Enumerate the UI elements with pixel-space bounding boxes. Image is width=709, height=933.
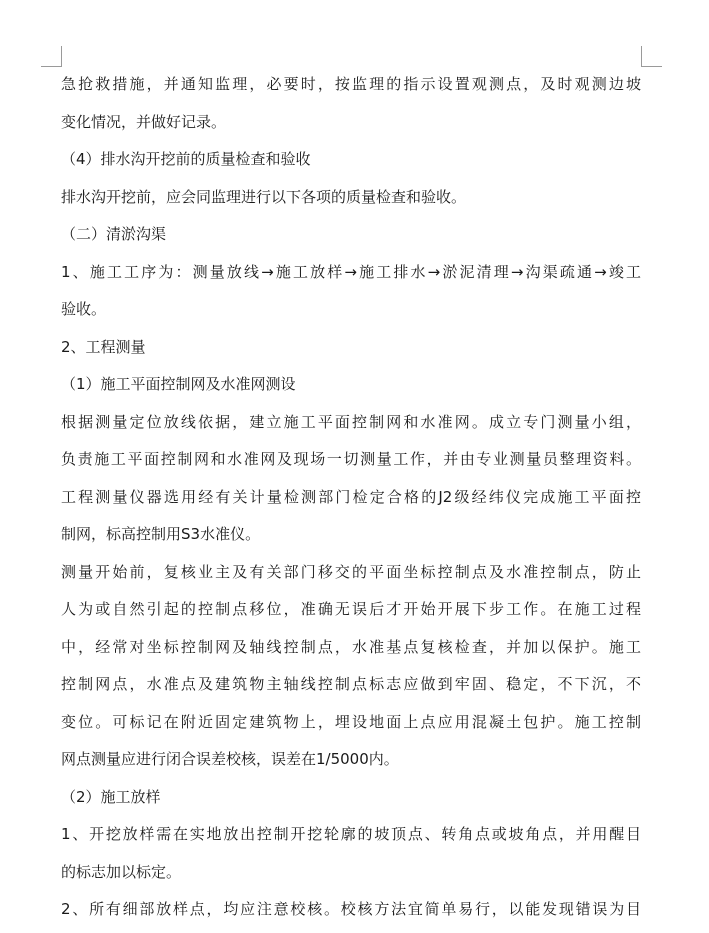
text-line: 根据测量定位放线依据，建立施工平面控制网和水准网。成立专门测量小组， [61, 412, 641, 431]
text-line: 制网，标高控制用S3水准仪。 [61, 525, 261, 543]
text-line: 1、开挖放样需在实地放出控制开挖轮廓的坡顶点、转角点或坡角点，并用醒目 [61, 825, 641, 843]
text-line: 的标志加以标定。 [61, 862, 182, 881]
text-line: 控制网点，水准点及建筑物主轴线控制点标志应做到牢固、稳定，不下沉，不 [61, 675, 641, 693]
text-line: 1、施工工序为：测量放线→施工放样→施工排水→淤泥清理→沟渠疏通→竣工 [61, 262, 641, 281]
text-line: 排水沟开挖前，应会同监理进行以下各项的质量检查和验收。 [61, 187, 467, 206]
text-line: 网点测量应进行闭合误差校核，误差在1/5000内。 [61, 750, 399, 768]
text-line: 急抢救措施，并通知监理，必要时，按监理的指示设置观测点，及时观测边坡 [61, 75, 641, 93]
section-heading: （二）清淤沟渠 [61, 225, 167, 243]
text-line: 验收。 [61, 300, 107, 318]
text-line: 2、所有细部放样点，均应注意校核。校核方法宜简单易行，以能发现错误为目 [61, 900, 641, 918]
document-body [61, 70, 641, 933]
text-line: 中，经常对坐标控制网及轴线控制点，水准基点复核检查，并加以保护。施工 [61, 637, 641, 656]
text-line: 人为或自然引起的控制点移位，准确无误后才开始开展下步工作。在施工过程 [61, 600, 641, 618]
text-line: 负责施工平面控制网和水准网及现场一切测量工作，并由专业测量员整理资料。 [61, 450, 641, 468]
section-heading: 2、工程测量 [61, 337, 146, 356]
margin-corner-top-right [641, 46, 662, 67]
text-line: 工程测量仪器选用经有关计量检测部门检定合格的J2级经纬仪完成施工平面控 [61, 487, 641, 506]
text-line: 变位。可标记在附近固定建筑物上，埋设地面上点应用混凝土包护。施工控制 [61, 712, 641, 731]
subsection-heading: （2）施工放样 [61, 787, 161, 806]
margin-corner-top-left [41, 46, 62, 67]
text-line: 变化情况，并做好记录。 [61, 112, 227, 131]
subsection-heading: （1）施工平面控制网及水准网测设 [61, 375, 296, 393]
subsection-heading: （4）排水沟开挖前的质量检查和验收 [61, 150, 311, 168]
text-line: 测量开始前，复核业主及有关部门移交的平面坐标控制点及水准控制点，防止 [61, 562, 641, 581]
